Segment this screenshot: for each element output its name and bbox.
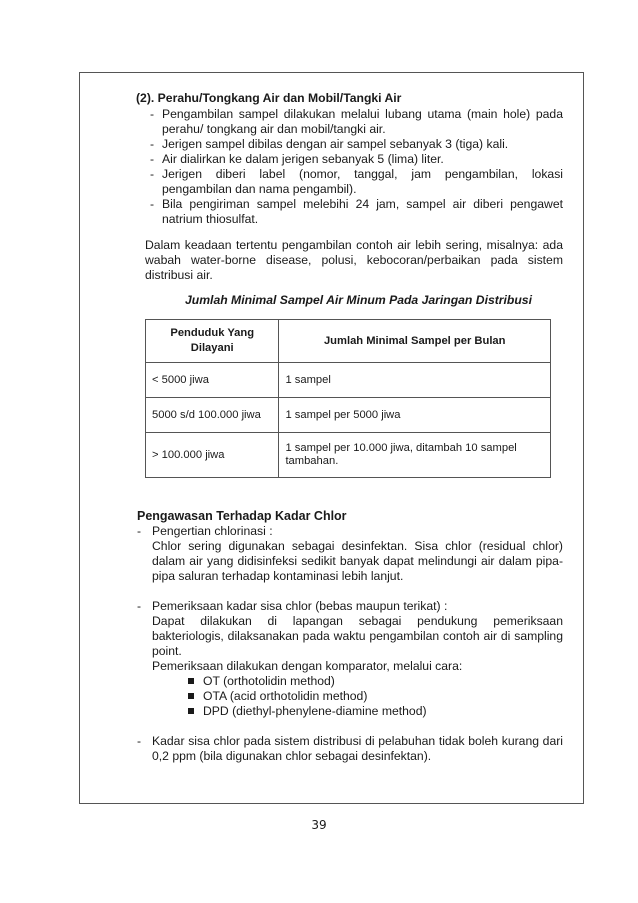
table-row	[146, 433, 551, 478]
page-content	[120, 91, 563, 764]
list-item: DPD (diethyl-phenylene-diamine method)	[188, 704, 563, 719]
item-label: Pengertian chlorinasi :	[152, 524, 273, 538]
list-item: - Jerigen sampel dibilas dengan air sampel sebanyak 3 (tiga) kali.	[148, 137, 563, 152]
item-text: Pemeriksaan dilakukan dengan komparator, melalui cara:	[152, 659, 463, 673]
table-row	[146, 363, 551, 398]
sampling-steps-list	[148, 107, 563, 227]
list-item: OT (orthotolidin method)	[188, 674, 563, 689]
table-title: Jumlah Minimal Sampel Air Minum Pada Jaringan Distribusi	[185, 293, 532, 307]
chlor-section-title: Pengawasan Terhadap Kadar Chlor	[137, 509, 347, 523]
table-cell: 1 sampel	[279, 363, 551, 398]
chlor-section	[137, 524, 563, 764]
list-item: - Bila pengiriman sampel melebihi 24 jam, sampel air diberi pengawet natrium thiosulfat.	[148, 197, 563, 227]
table-row	[146, 398, 551, 433]
item-text: Chlor sering digunakan sebagai desinfektan. Sisa chlor (residual chlor) dalam air yang didisinfeksi sedikit banyak dapat melindungi air dalam pipa-pipa saluran terhadap kontaminasi lebih lanjut.	[152, 539, 563, 583]
table-cell: > 100.000 jiwa	[146, 433, 279, 478]
table-cell: 1 sampel per 10.000 jiwa, ditambah 10 sampel tambahan.	[279, 433, 551, 478]
table-cell: < 5000 jiwa	[146, 363, 279, 398]
list-item: - Pengambilan sampel dilakukan melalui lubang utama (main hole) pada perahu/ tongkang air dan mobil/tangki air.	[148, 107, 563, 137]
table-cell: 5000 s/d 100.000 jiwa	[146, 398, 279, 433]
item-text: Kadar sisa chlor pada sistem distribusi di pelabuhan tidak boleh kurang dari 0,2 ppm (bila digunakan chlor sebagai desinfektan).	[152, 734, 563, 763]
section-heading: (2). Perahu/Tongkang Air dan Mobil/Tangki Air	[136, 91, 402, 105]
page-number: 39	[311, 818, 327, 832]
chlor-item-examination: - Pemeriksaan kadar sisa chlor (bebas maupun terikat) : Dapat dilakukan di lapangan sebagai pendukung pemeriksaan bakteriologis, dilaksanakan pada waktu pengambilan contoh air di sampling point. Pemeriksaan dilakukan dengan komparator, melalui cara: OT (orthotolidin method) OTA (acid orthotolidin method) DPD (diethyl-phenylene-diamine method)	[137, 599, 563, 718]
table-header-row	[146, 320, 551, 363]
list-item: OTA (acid orthotolidin method)	[188, 689, 563, 704]
sampling-paragraph: Dalam keadaan tertentu pengambilan contoh air lebih sering, misalnya: ada wabah water-borne disease, polusi, kebocoran/perbaikan pada sistem distribusi air.	[145, 238, 563, 282]
list-item: - Air dialirkan ke dalam jerigen sebanyak 5 (lima) liter.	[148, 152, 563, 167]
item-text: Dapat dilakukan di lapangan sebagai pendukung pemeriksaan bakteriologis, dilaksanakan pada waktu pengambilan contoh air di sampling point.	[152, 614, 563, 658]
chlor-item-level: - Kadar sisa chlor pada sistem distribusi di pelabuhan tidak boleh kurang dari 0,2 ppm (bila digunakan chlor sebagai desinfektan).	[137, 734, 563, 763]
method-list	[152, 674, 563, 719]
table-header: Jumlah Minimal Sampel per Bulan	[279, 320, 551, 363]
chlor-item-definition: - Pengertian chlorinasi : Chlor sering digunakan sebagai desinfektan. Sisa chlor (residual chlor) dalam air yang didisinfeksi sedikit banyak dapat melindungi air dalam pipa-pipa saluran terhadap kontaminasi lebih lanjut.	[137, 524, 563, 583]
table-header: Penduduk Yang Dilayani	[146, 320, 279, 363]
sample-table	[145, 319, 551, 478]
list-item: - Jerigen diberi label (nomor, tanggal, jam pengambilan, lokasi pengambilan dan nama pengambil).	[148, 167, 563, 197]
table-cell: 1 sampel per 5000 jiwa	[279, 398, 551, 433]
item-label: Pemeriksaan kadar sisa chlor (bebas maupun terikat) :	[152, 599, 448, 613]
